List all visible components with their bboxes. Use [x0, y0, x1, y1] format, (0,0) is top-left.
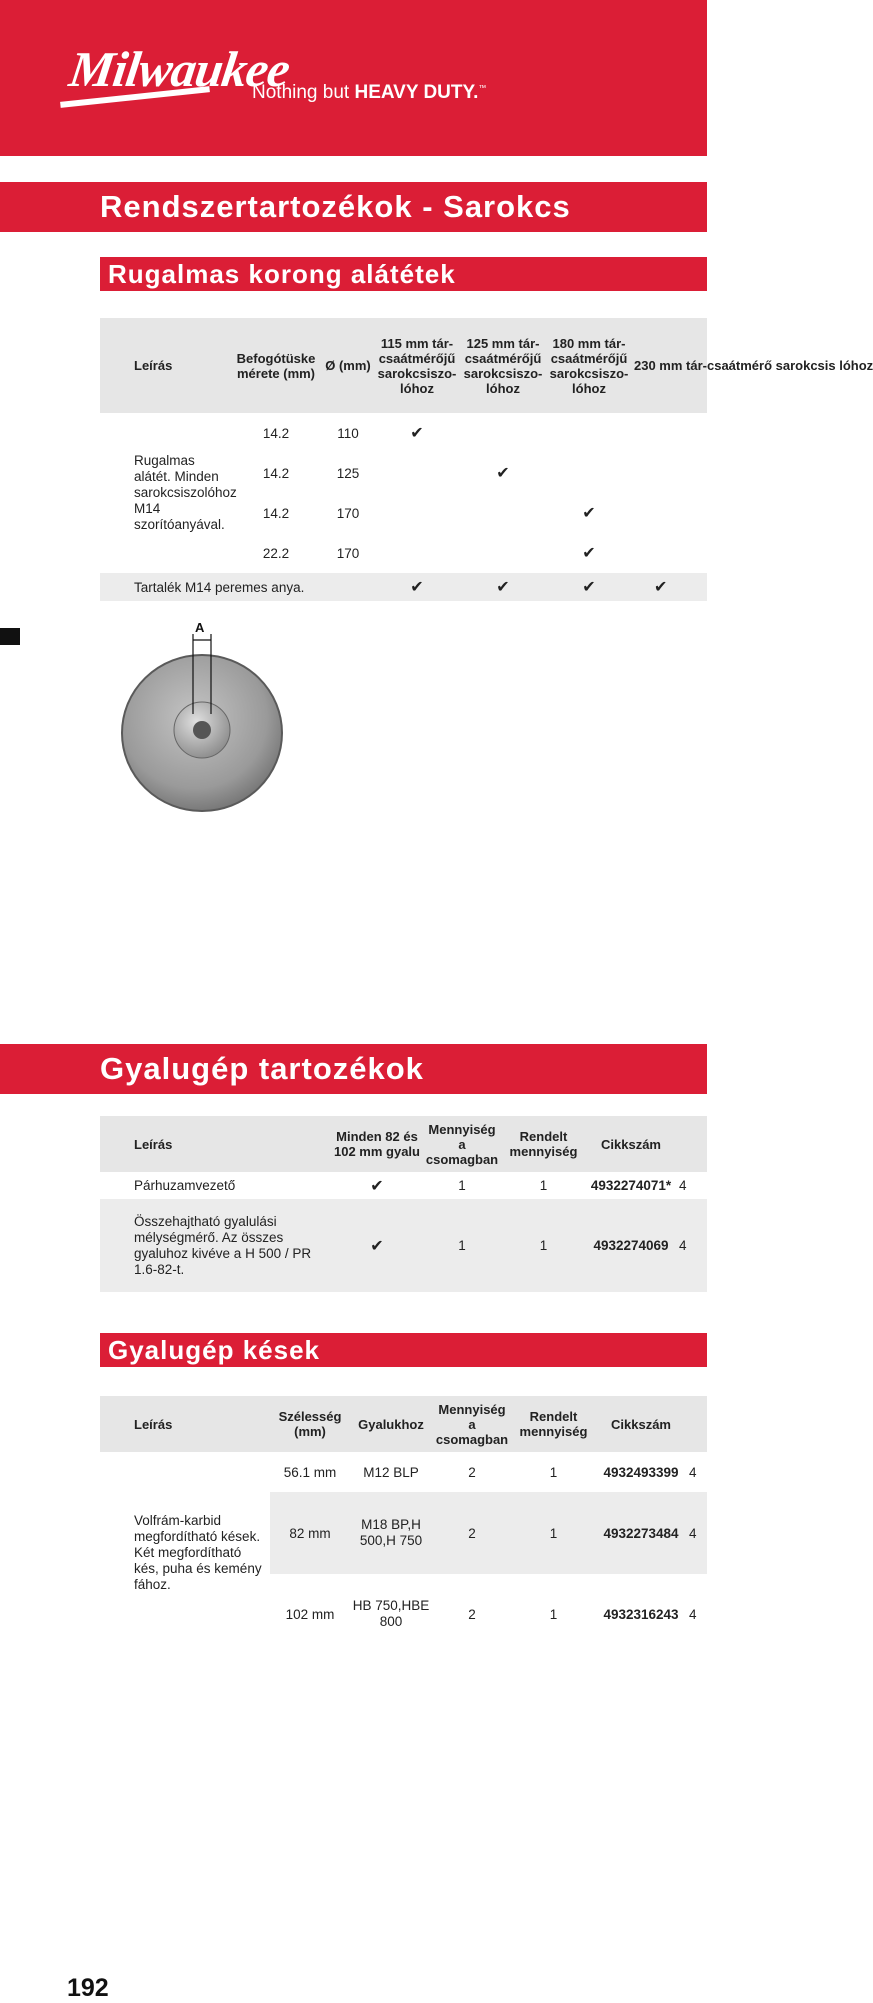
- col-description: Leírás: [100, 318, 230, 413]
- blades-table: [100, 1396, 707, 1654]
- col-description: Leírás: [100, 1116, 332, 1172]
- col-for-planers: Gyalukhoz: [350, 1396, 432, 1452]
- table-row: Összehajtható gyalulási mélységmérő. Az összes gyaluhoz kivéve a H 500 / PR 1.6-82-t. ✔ 1 1 4932274069 4: [100, 1199, 707, 1292]
- col-article: Cikkszám: [585, 1116, 677, 1172]
- table-row: Tartalék M14 peremes anya. ✔ ✔ ✔ ✔: [100, 573, 707, 601]
- col-180: 180 mm tár-csaátmérőjű sarokcsiszo-lóhoz: [546, 318, 632, 413]
- table-row: 14.2 170 ✔: [262, 505, 596, 522]
- table-row: 82 mm M18 BP,H 500,H 750 2 1 4932273484 4: [100, 1492, 707, 1574]
- planer-table: [100, 1116, 707, 1292]
- table-row: 14.2 125 ✔: [262, 465, 510, 482]
- col-order-qty: Rendelt mennyiség: [502, 1116, 585, 1172]
- blade-description: Volfrám-karbid megfordítható kések. Két megfordítható kés, puha és kemény fához.: [134, 1513, 262, 1592]
- disc-description: Rugalmas alátét. Minden sarokcsiszolóhoz M14 szorítóanyával.: [134, 453, 237, 532]
- col-125: 125 mm tár-csaátmérőjű sarokcsiszo-lóhoz: [460, 318, 546, 413]
- col-115: 115 mm tár-csaátmérőjű sarokcsiszo-lóhoz: [374, 318, 460, 413]
- milwaukee-logo: Milwaukee: [66, 41, 293, 97]
- table-row: 102 mm HB 750,HBE 800 2 1 4932316243 4: [285, 1598, 697, 1629]
- backing-pad-diagram: [115, 618, 290, 818]
- discs-title: Rugalmas korong alátétek: [100, 257, 707, 291]
- page-number: 192: [67, 1974, 109, 2002]
- discs-table: [100, 318, 873, 601]
- col-article: Cikkszám: [595, 1396, 687, 1452]
- col-width: Szélesség (mm): [270, 1396, 350, 1452]
- col-diameter: Ø (mm): [322, 318, 374, 413]
- blades-title: Gyalugép kések: [100, 1333, 707, 1367]
- col-order-qty: Rendelt mennyiség: [512, 1396, 595, 1452]
- table-row: Párhuzamvezető ✔ 1 1 4932274071* 4: [134, 1177, 687, 1195]
- tagline: Nothing but HEAVY DUTY.™: [252, 82, 487, 103]
- col-pack-qty: Mennyiség a csomagban: [432, 1396, 512, 1452]
- col-description: Leírás: [100, 1396, 270, 1452]
- col-230: 230 mm tár-csaátmérő sarokcsis lóhoz: [632, 318, 707, 413]
- table-row: Rugalmas alátét. Minden sarokcsiszolóhoz M14 szorítóanyával. 14.2 110 ✔: [100, 413, 707, 453]
- section-title-banner: Rendszertartozékok - Sarokcs: [0, 182, 707, 232]
- table-row: 22.2 170 ✔: [262, 545, 596, 562]
- side-tab-marker: [0, 628, 20, 645]
- table-row: Volfrám-karbid megfordítható kések. Két megfordítható kés, puha és kemény fához. 56.1 mm M12 BLP 2 1 4932493399 4: [100, 1452, 707, 1492]
- dimension-label-a: A: [195, 620, 205, 635]
- col-pack-qty: Mennyiség a csomagban: [422, 1116, 502, 1172]
- planer-section-banner: Gyalugép tartozékok: [0, 1044, 707, 1094]
- col-all-planers: Minden 82 és 102 mm gyalu: [332, 1116, 422, 1172]
- col-arbor: Befogótüske mérete (mm): [230, 318, 322, 413]
- brand-header: [0, 0, 707, 156]
